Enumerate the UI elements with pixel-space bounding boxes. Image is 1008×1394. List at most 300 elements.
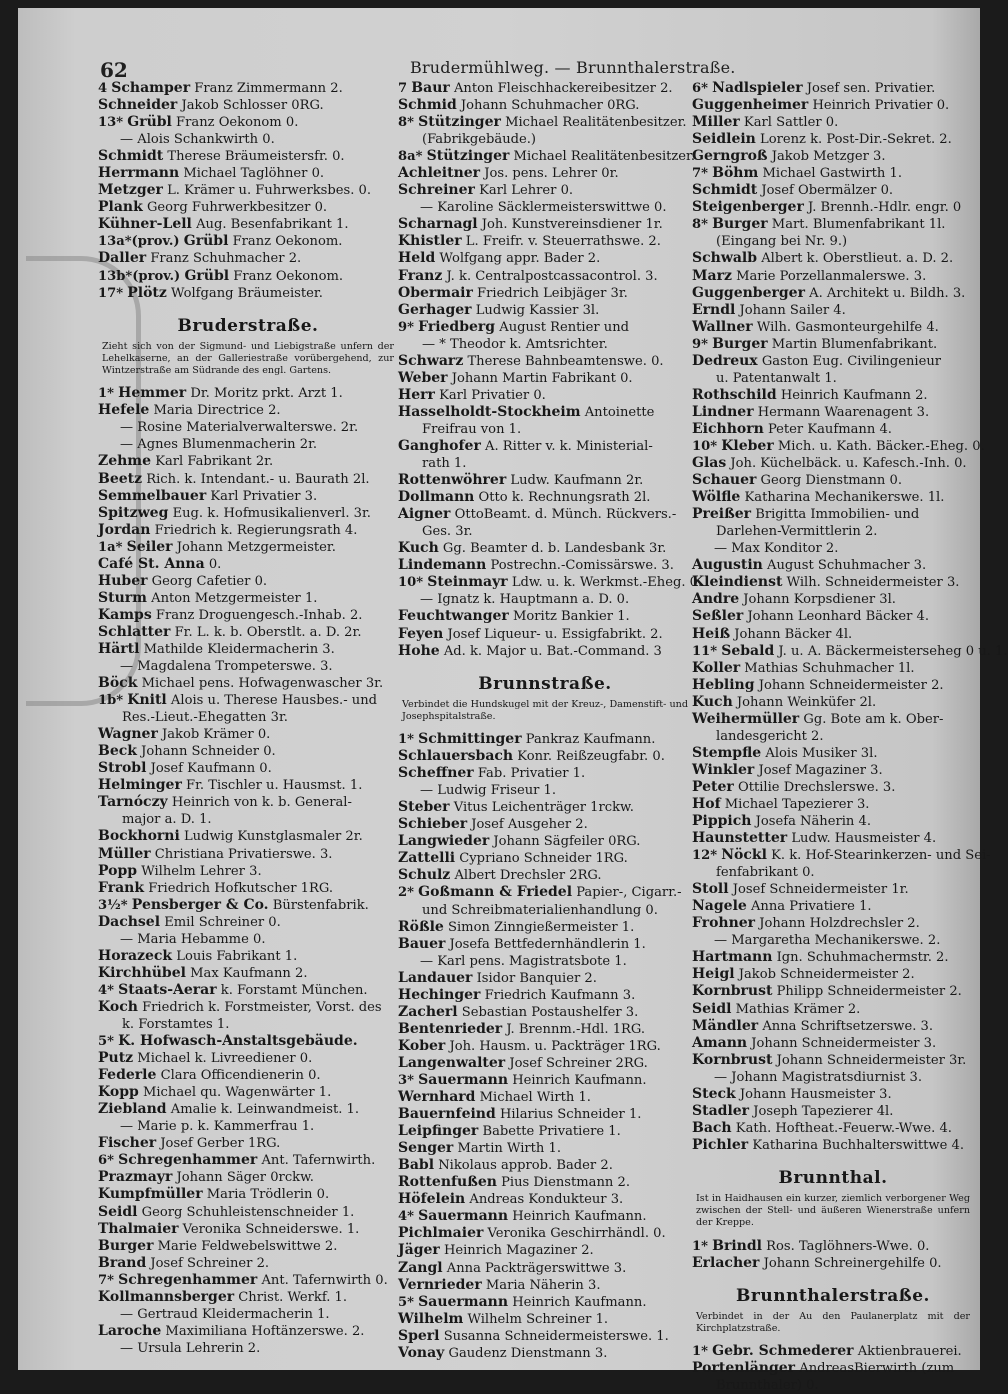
directory-entry bbox=[398, 268, 692, 285]
resident-surname: Rottenwöhrer bbox=[398, 472, 507, 489]
directory-entry bbox=[692, 608, 974, 625]
directory-entry bbox=[692, 336, 974, 353]
street-heading: Brunnthal. bbox=[778, 1167, 888, 1188]
resident-surname: Seßler bbox=[692, 608, 744, 625]
resident-surname: Babl bbox=[398, 1157, 435, 1174]
resident-surname: Kopp bbox=[98, 1084, 139, 1101]
house-number: 13* bbox=[98, 115, 124, 131]
directory-entry bbox=[98, 965, 398, 982]
directory-entry bbox=[692, 131, 974, 148]
directory-entry bbox=[692, 1360, 974, 1377]
resident-details: Res.-Lieut.-Ehegatten 3r. bbox=[122, 710, 288, 726]
resident-surname: Härtl bbox=[98, 640, 140, 657]
resident-details: Josefa Näherin 4. bbox=[755, 814, 872, 830]
resident-details: Mich. u. Kath. Bäcker.-Eheg. 0. bbox=[777, 438, 985, 454]
directory-entry bbox=[398, 1106, 692, 1123]
directory-entry bbox=[98, 80, 398, 97]
directory-entry bbox=[398, 489, 692, 506]
directory-entry bbox=[692, 813, 974, 830]
resident-details: Rich. k. Intendant.- u. Baurath 2l. bbox=[146, 471, 370, 487]
directory-entry bbox=[398, 1294, 692, 1311]
resident-details: Therese Bräumeistersfr. 0. bbox=[167, 149, 345, 165]
resident-surname: Plötz bbox=[127, 284, 167, 301]
resident-details: Gg. Beamter d. b. Landesbank 3r. bbox=[442, 541, 667, 557]
resident-details: fenfabrikant 0. bbox=[716, 865, 815, 881]
directory-entry bbox=[398, 643, 692, 660]
directory-entry bbox=[398, 1345, 692, 1362]
resident-details: L. Freifr. v. Steuerrathswe. 2. bbox=[465, 234, 661, 250]
resident-details: J. k. Centralpostcassacontrol. 3. bbox=[446, 268, 658, 284]
resident-surname: Kuch bbox=[398, 540, 439, 557]
resident-details: J. u. A. Bäckermeisterseheg 0 u. 1. bbox=[778, 643, 1008, 659]
directory-entry bbox=[692, 557, 974, 574]
resident-details: Gg. Bote am k. Ober- bbox=[803, 711, 944, 727]
directory-entry bbox=[398, 1328, 692, 1345]
resident-surname: Bockhorni bbox=[98, 828, 180, 845]
resident-surname: Zattelli bbox=[398, 850, 456, 867]
resident-surname: Burger bbox=[712, 335, 768, 352]
directory-entry bbox=[98, 914, 398, 931]
resident-surname: Mändler bbox=[692, 1017, 759, 1034]
resident-details: Georg Dienstmann 0. bbox=[760, 473, 903, 489]
directory-entry bbox=[692, 489, 974, 506]
resident-details: — Max Konditor 2. bbox=[714, 541, 839, 557]
directory-entry bbox=[692, 1255, 974, 1272]
resident-details: Marie Feldwebelswittwe 2. bbox=[157, 1238, 338, 1254]
resident-details: Maria Directrice 2. bbox=[153, 403, 281, 419]
resident-surname: Kuch bbox=[692, 693, 733, 710]
resident-surname: Marz bbox=[692, 267, 732, 284]
resident-details: Josef Schreiner 2. bbox=[150, 1255, 270, 1271]
resident-details: Aktienbrauerei. bbox=[857, 1344, 962, 1360]
directory-entry bbox=[98, 1255, 398, 1272]
directory-entry bbox=[692, 455, 974, 472]
resident-surname: Heigl bbox=[692, 966, 735, 983]
house-number: 4 bbox=[98, 81, 108, 96]
directory-entry bbox=[398, 182, 692, 199]
directory-entry-continuation bbox=[98, 419, 398, 436]
directory-entry-continuation bbox=[398, 455, 692, 472]
directory-entry bbox=[398, 404, 692, 421]
resident-details: k. Forstamt München. bbox=[220, 982, 368, 998]
resident-surname: Wernhard bbox=[398, 1089, 476, 1106]
directory-entry bbox=[692, 302, 974, 319]
directory-entry-continuation bbox=[398, 953, 692, 970]
resident-surname: Jäger bbox=[398, 1242, 440, 1259]
resident-surname: Böck bbox=[98, 675, 138, 692]
resident-surname: Nöckl bbox=[721, 847, 767, 864]
resident-surname: Stempfle bbox=[692, 744, 762, 761]
resident-details: Johann Schreinergehilfe 0. bbox=[763, 1255, 942, 1271]
resident-details: Bürstenfabrik. bbox=[272, 897, 369, 913]
directory-entry bbox=[98, 199, 398, 216]
resident-details: Ant. Tafernwirth. bbox=[261, 1153, 376, 1169]
resident-surname: Lindner bbox=[692, 403, 754, 420]
resident-surname: Laroche bbox=[98, 1322, 162, 1339]
directory-entry bbox=[398, 731, 692, 748]
resident-surname: Koch bbox=[98, 998, 138, 1015]
resident-details: Michael Realitätenbesitzer. bbox=[513, 149, 696, 165]
house-number: 8* bbox=[692, 217, 708, 233]
resident-surname: Schauer bbox=[692, 472, 757, 489]
house-number: 10* bbox=[692, 438, 718, 454]
resident-surname: Achleitner bbox=[398, 165, 481, 182]
resident-details: Antoinette bbox=[584, 404, 655, 420]
directory-entry bbox=[692, 1120, 974, 1137]
directory-entry-continuation bbox=[98, 1016, 398, 1033]
directory-entry bbox=[692, 847, 991, 864]
resident-surname: Hebling bbox=[692, 676, 755, 693]
directory-entry bbox=[692, 472, 974, 489]
directory-entry bbox=[398, 1089, 692, 1106]
directory-entry-continuation bbox=[692, 1377, 974, 1394]
house-number: 1* bbox=[98, 386, 114, 402]
directory-entry bbox=[98, 453, 398, 470]
directory-entry bbox=[692, 830, 974, 847]
resident-surname: Café St. Anna bbox=[98, 555, 205, 572]
resident-details: Ign. Schuhmachermstr. 2. bbox=[776, 950, 949, 966]
resident-surname: Stoll bbox=[692, 881, 729, 898]
resident-details: Ad. k. Major u. Bat.-Command. 3 bbox=[443, 643, 662, 659]
resident-details: Babette Privatiere 1. bbox=[482, 1124, 621, 1140]
resident-surname: Glas bbox=[692, 455, 727, 472]
resident-details: Michael k. Livreediener 0. bbox=[137, 1051, 313, 1067]
directory-entry bbox=[98, 385, 398, 402]
directory-entry bbox=[398, 1123, 692, 1140]
directory-entry bbox=[98, 182, 398, 199]
resident-details: Georg Schuhleistenschneider 1. bbox=[141, 1204, 355, 1220]
resident-details: Michael qu. Wagenwärter 1. bbox=[142, 1085, 332, 1101]
resident-surname: Wilhelm bbox=[398, 1310, 464, 1327]
resident-details: Joh. Hausm. u. Packträger 1RG. bbox=[449, 1038, 661, 1054]
resident-details: Johann Hausmeister 3. bbox=[739, 1086, 892, 1102]
directory-entry bbox=[692, 387, 974, 404]
resident-details: Karl Fabrikant 2r. bbox=[155, 454, 274, 470]
directory-entry bbox=[98, 216, 398, 233]
resident-surname: Scharnagl bbox=[398, 216, 478, 233]
directory-entry bbox=[98, 982, 398, 999]
house-number: 8a* bbox=[398, 149, 423, 165]
resident-details: J. Brennh.-Hdlr. engr. 0 bbox=[808, 200, 962, 216]
directory-entry bbox=[398, 387, 692, 404]
resident-details: Johann Bäcker 4l. bbox=[734, 626, 853, 642]
resident-details: Heinrich Kaufmann. bbox=[512, 1072, 647, 1088]
directory-entry bbox=[398, 1072, 692, 1089]
resident-surname: Ganghofer bbox=[398, 437, 481, 454]
resident-surname: Seidl bbox=[692, 1000, 732, 1017]
resident-surname: Guggenheimer bbox=[692, 97, 809, 114]
directory-entry bbox=[692, 97, 974, 114]
resident-surname: Helminger bbox=[98, 777, 182, 794]
house-number: 6* bbox=[98, 1153, 114, 1169]
resident-details: Karl Privatier 3. bbox=[210, 488, 318, 504]
resident-details: Ant. Tafernwirth 0. bbox=[261, 1272, 388, 1288]
resident-details: Maria Näherin 3. bbox=[485, 1277, 601, 1293]
resident-surname: Nadlspieler bbox=[712, 80, 803, 96]
resident-surname: Müller bbox=[98, 845, 151, 862]
resident-surname: Semmelbauer bbox=[98, 487, 207, 504]
directory-entry bbox=[98, 148, 398, 165]
resident-details: Veronika Geschirrhändl. 0. bbox=[487, 1226, 666, 1242]
resident-surname: Brindl bbox=[712, 1237, 762, 1254]
directory-entry bbox=[398, 626, 692, 643]
resident-details: Wolfgang appr. Bader 2. bbox=[439, 251, 601, 267]
resident-details: Sebastian Postaushelfer 3. bbox=[461, 1004, 639, 1020]
resident-surname: Rottenfußen bbox=[398, 1174, 497, 1191]
directory-entry bbox=[692, 677, 974, 694]
resident-details: Cypriano Schneider 1RG. bbox=[459, 851, 628, 867]
resident-details: Clara Officendienerin 0. bbox=[160, 1068, 321, 1084]
resident-details: Gaston Eug. Civilingenieur bbox=[761, 353, 942, 369]
resident-details: landesgericht 2. bbox=[716, 728, 824, 744]
resident-surname: Aigner bbox=[398, 506, 451, 523]
directory-entry bbox=[398, 114, 692, 131]
directory-entry bbox=[98, 948, 398, 965]
column-middle bbox=[398, 80, 703, 1362]
resident-surname: Andre bbox=[692, 591, 740, 608]
resident-surname: Zehme bbox=[98, 453, 152, 470]
resident-surname: Senger bbox=[398, 1140, 454, 1157]
directory-entry bbox=[98, 114, 398, 131]
directory-entry bbox=[98, 97, 398, 114]
resident-details: Johann Schneidermeister 2. bbox=[758, 677, 944, 693]
resident-surname: Steck bbox=[692, 1085, 736, 1102]
directory-entry bbox=[98, 692, 398, 709]
house-number: 10* bbox=[398, 575, 424, 591]
directory-entry-continuation bbox=[398, 131, 692, 148]
resident-surname: Putz bbox=[98, 1050, 134, 1067]
resident-surname: Pichler bbox=[692, 1136, 749, 1153]
resident-details: major a. D. 1. bbox=[122, 812, 212, 828]
resident-details: Anton Metzgermeister 1. bbox=[151, 590, 318, 606]
directory-entry bbox=[398, 1311, 692, 1328]
house-number: 13b*(prov.) bbox=[98, 268, 181, 284]
house-number: 3* bbox=[398, 1072, 414, 1088]
resident-details: Friedrich k. Regierungsrath 4. bbox=[154, 522, 358, 538]
resident-details: Pankraz Kaufmann. bbox=[525, 732, 656, 748]
resident-details: Josef Schreiner 2RG. bbox=[509, 1055, 648, 1071]
directory-entry bbox=[98, 488, 398, 505]
resident-details: Freifrau von 1. bbox=[422, 421, 522, 437]
resident-details: Katharina Buchhalterswittwe 4. bbox=[752, 1137, 965, 1153]
directory-entry bbox=[692, 642, 1008, 660]
resident-details: A. Ritter v. k. Ministerial- bbox=[485, 438, 653, 454]
directory-entry bbox=[692, 626, 974, 643]
resident-surname: Schwarz bbox=[398, 352, 464, 369]
resident-details: — Ursula Lehrerin 2. bbox=[120, 1340, 261, 1356]
resident-surname: Pichlmaier bbox=[398, 1225, 484, 1242]
resident-details: Wolfgang Bräumeister. bbox=[171, 285, 323, 301]
directory-entry bbox=[98, 233, 398, 250]
resident-surname: Augustin bbox=[692, 557, 763, 574]
resident-surname: Wagner bbox=[98, 726, 158, 743]
resident-surname: Winkler bbox=[692, 761, 755, 778]
directory-entry bbox=[98, 1238, 398, 1255]
resident-details: Brigitta Immobilien- und bbox=[755, 507, 920, 523]
page-number: 62 bbox=[100, 58, 128, 82]
directory-entry bbox=[98, 539, 398, 556]
house-number: 13a*(prov.) bbox=[98, 234, 180, 250]
resident-surname: Grübl bbox=[184, 267, 230, 284]
resident-surname: Khistler bbox=[398, 233, 462, 250]
directory-entry bbox=[398, 987, 692, 1004]
resident-surname: Erlacher bbox=[692, 1254, 760, 1271]
resident-surname: Schmid bbox=[398, 97, 457, 114]
resident-details: Josef sen. Privatier. bbox=[806, 81, 936, 96]
resident-details: Johann Korpsdiener 3l. bbox=[743, 592, 896, 608]
directory-entry bbox=[692, 506, 974, 523]
resident-details: Veronika Schneiderswe. 1. bbox=[182, 1221, 360, 1237]
resident-details: Peter Kaufmann 4. bbox=[767, 421, 892, 437]
resident-surname: Sebald bbox=[721, 642, 775, 659]
resident-details: Amalie k. Leinwandmeist. 1. bbox=[170, 1102, 360, 1118]
resident-details: Jakob Krämer 0. bbox=[162, 727, 271, 743]
resident-details: Johann Schuhmacher 0RG. bbox=[460, 98, 640, 114]
street-heading: Brunnstraße. bbox=[478, 673, 612, 694]
resident-surname: Sturm bbox=[98, 589, 147, 606]
resident-details: Josef Obermälzer 0. bbox=[761, 183, 894, 199]
resident-details: (Eingang bei Nr. 9.) bbox=[716, 234, 848, 250]
directory-entry bbox=[398, 438, 692, 455]
resident-details: Josef Kaufmann 0. bbox=[150, 761, 272, 777]
resident-details: — Ludwig Friseur 1. bbox=[420, 783, 557, 799]
resident-surname: Preißer bbox=[692, 506, 752, 523]
house-number: 7* bbox=[692, 166, 708, 182]
resident-surname: Landauer bbox=[398, 969, 473, 986]
resident-surname: Leipfinger bbox=[398, 1123, 479, 1140]
resident-surname: Dollmann bbox=[398, 489, 475, 506]
directory-entry-continuation bbox=[98, 1340, 398, 1357]
directory-entry bbox=[398, 1191, 692, 1208]
resident-details: Franz Oekonom. bbox=[232, 234, 343, 250]
resident-details: Friedrich Kaufmann 3. bbox=[484, 987, 636, 1003]
resident-surname: Federle bbox=[98, 1067, 157, 1084]
resident-surname: Gerhager bbox=[398, 301, 472, 318]
directory-entry bbox=[398, 148, 696, 165]
resident-surname: Kühner-Lell bbox=[98, 216, 192, 233]
directory-entry bbox=[398, 1174, 692, 1191]
resident-details: Susanna Schneidermeisterswe. 1. bbox=[443, 1328, 669, 1344]
resident-details: Franz Schuhmacher 2. bbox=[150, 251, 302, 267]
directory-entry bbox=[398, 250, 692, 267]
resident-details: — Ignatz k. Hauptmann a. D. 0. bbox=[420, 592, 630, 608]
directory-entry bbox=[98, 760, 398, 777]
directory-entry bbox=[692, 268, 974, 285]
directory-entry bbox=[692, 250, 974, 267]
resident-details: Johann Weinküfer 2l. bbox=[736, 694, 877, 710]
directory-entry-continuation bbox=[692, 932, 974, 949]
resident-details: Mathilde Kleidermacherin 3. bbox=[143, 641, 335, 657]
resident-surname: Wallner bbox=[692, 318, 753, 335]
directory-entry bbox=[98, 675, 398, 692]
resident-details: Friedrich Hofkutscher 1RG. bbox=[148, 880, 334, 896]
directory-entry-continuation bbox=[398, 591, 692, 608]
directory-entry-continuation bbox=[98, 436, 398, 453]
directory-entry bbox=[98, 777, 398, 794]
directory-entry bbox=[692, 1086, 974, 1103]
resident-details: Martin Blumenfabrikant. bbox=[771, 336, 938, 352]
resident-surname: Hechinger bbox=[398, 986, 481, 1003]
resident-surname: Prazmayr bbox=[98, 1169, 173, 1186]
directory-entry bbox=[398, 370, 692, 387]
resident-surname: Haunstetter bbox=[692, 830, 788, 847]
house-number: 1a* bbox=[98, 539, 123, 555]
resident-details: Franz Zimmermann 2. bbox=[194, 81, 343, 96]
resident-details: Johann Sailer 4. bbox=[739, 302, 846, 318]
resident-surname: Schamper bbox=[111, 80, 191, 96]
resident-surname: Kober bbox=[398, 1037, 446, 1054]
resident-surname: Kornbrust bbox=[692, 983, 773, 1000]
resident-details: Michael pens. Hofwagenwascher 3r. bbox=[141, 676, 384, 692]
resident-details: Maria Trödlerin 0. bbox=[206, 1187, 330, 1203]
resident-details: Johann Martin Fabrikant 0. bbox=[451, 370, 633, 386]
directory-entry bbox=[398, 285, 692, 302]
directory-entry bbox=[398, 540, 692, 557]
resident-surname: Schmidt bbox=[98, 148, 164, 165]
resident-surname: Thalmaier bbox=[98, 1220, 179, 1237]
resident-details: Josefa Bettfedernhändlerin 1. bbox=[449, 936, 646, 952]
resident-details: Michael Realitätenbesitzer. bbox=[505, 115, 687, 131]
resident-details: Ges. 3r. bbox=[422, 524, 473, 540]
directory-entry bbox=[692, 421, 974, 438]
resident-surname: Schwalb bbox=[692, 250, 758, 267]
resident-surname: Burger bbox=[712, 216, 768, 233]
resident-surname: Frank bbox=[98, 879, 145, 896]
resident-surname: Vonay bbox=[398, 1344, 445, 1361]
resident-surname: Staats-Aerar bbox=[118, 981, 217, 998]
directory-entry bbox=[98, 1135, 398, 1152]
directory-entry-continuation bbox=[398, 336, 692, 353]
directory-entry bbox=[98, 880, 398, 897]
directory-entry bbox=[98, 1221, 398, 1238]
directory-entry bbox=[692, 898, 974, 915]
resident-details: Aug. Besenfabrikant 1. bbox=[196, 217, 349, 233]
resident-details: Anna Privatiere 1. bbox=[750, 899, 872, 915]
directory-entry bbox=[692, 80, 974, 97]
resident-details: Papier-, Cigarr.- bbox=[576, 885, 682, 901]
resident-details: Vitus Leichenträger 1rckw. bbox=[453, 800, 634, 816]
resident-details: Mathias Krämer 2. bbox=[735, 1001, 861, 1017]
house-number: 11* bbox=[692, 643, 718, 659]
resident-surname: Schieber bbox=[398, 816, 468, 833]
resident-surname: Portenlänger bbox=[692, 1360, 796, 1377]
resident-surname: Feuchtwanger bbox=[398, 608, 509, 625]
resident-details: Friedrich Leibjäger 3r. bbox=[477, 285, 628, 301]
resident-surname: Schregenhammer bbox=[118, 1152, 258, 1169]
resident-details: — Agnes Blumenmacherin 2r. bbox=[120, 437, 318, 453]
directory-entry-continuation bbox=[398, 523, 692, 540]
directory-entry-continuation bbox=[98, 709, 398, 726]
directory-entry bbox=[692, 1343, 974, 1360]
resident-details: — Magdalena Trompeterswe. 3. bbox=[120, 659, 333, 675]
resident-surname: K. Hofwasch-Anstaltsgebäude. bbox=[118, 1033, 358, 1050]
resident-surname: Schneider bbox=[98, 97, 178, 114]
resident-details: Jakob Schlosser 0RG. bbox=[181, 98, 324, 114]
directory-entry bbox=[398, 816, 692, 833]
resident-details: Martin Wirth 1. bbox=[457, 1141, 561, 1157]
resident-surname: Amann bbox=[692, 1034, 748, 1051]
directory-entry bbox=[398, 506, 692, 523]
directory-entry bbox=[692, 694, 974, 711]
resident-details: Georg Fuhrwerkbesitzer 0. bbox=[146, 200, 328, 216]
directory-entry bbox=[98, 1067, 398, 1084]
resident-surname: Schregenhammer bbox=[118, 1271, 258, 1288]
resident-details: Mathias Schuhmacher 1l. bbox=[744, 660, 915, 676]
directory-entry bbox=[98, 1323, 398, 1340]
resident-details: Josef Schneidermeister 1r. bbox=[732, 882, 909, 898]
resident-surname: Schmidt bbox=[692, 182, 758, 199]
house-number: 1b* bbox=[98, 693, 124, 709]
